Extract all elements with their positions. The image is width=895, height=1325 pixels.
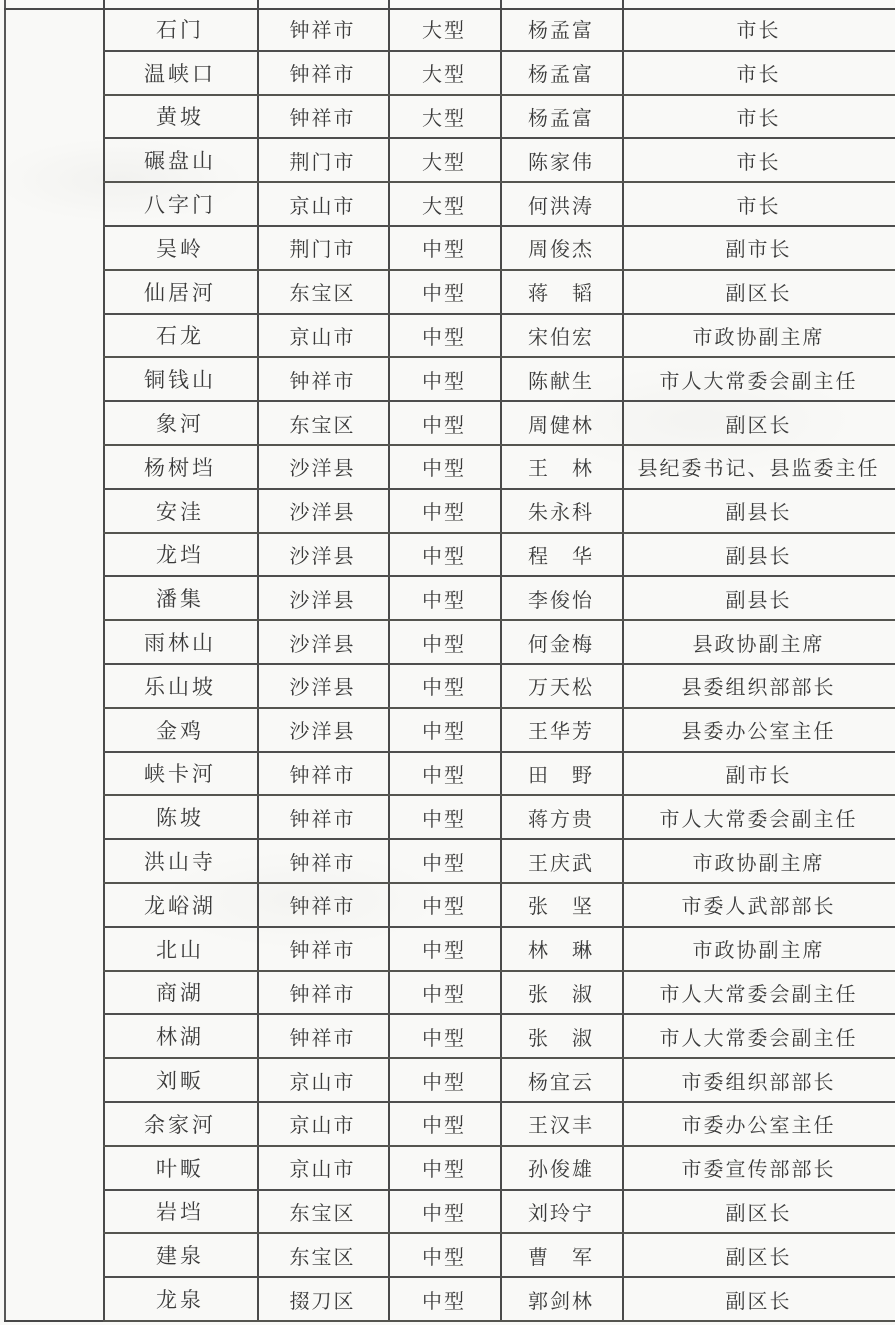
table-row [103,1191,895,1235]
table-row [103,1059,895,1103]
cell-name: 龙峪湖 [144,893,216,918]
cell-size: 中型 [422,502,466,525]
cell-city: 沙洋县 [289,458,356,481]
cell-person: 郭剑林 [528,1290,594,1313]
cell-position: 副市长 [725,764,792,787]
table-row [103,753,895,797]
cell-size: 中型 [422,808,466,831]
cell-size: 大型 [422,107,466,130]
cell-city: 沙洋县 [289,721,356,744]
cell-city: 沙洋县 [289,633,356,656]
cell-city: 钟祥市 [289,20,356,43]
cell-size: 中型 [422,1115,466,1138]
cell-size: 中型 [422,414,466,437]
table-row [103,183,895,227]
cell-person: 周健林 [528,414,594,437]
table-row [103,227,895,271]
cell-person: 张 淑 [528,1027,594,1050]
cell-size: 大型 [422,64,466,87]
cell-city: 东宝区 [289,414,356,437]
cell-person: 曹 军 [528,1246,594,1269]
cell-position: 市长 [736,64,781,87]
cell-position: 副区长 [725,283,792,306]
cell-city: 钟祥市 [289,1027,356,1050]
cell-name: 雨林山 [144,631,216,656]
cell-size: 中型 [422,370,466,393]
cell-city: 京山市 [289,195,356,218]
cell-person: 陈献生 [528,370,594,393]
table-row [103,446,895,490]
table-row [103,52,895,96]
cell-size: 中型 [422,983,466,1006]
cell-size: 中型 [422,458,466,481]
cell-position: 县委组织部部长 [681,677,836,700]
cell-name: 建泉 [156,1244,204,1269]
cell-city: 京山市 [289,1159,356,1182]
cell-name: 安洼 [156,499,204,524]
cell-name: 仙居河 [144,280,216,305]
cell-size: 中型 [422,283,466,306]
table-row [103,8,895,52]
table-row [103,577,895,621]
cell-size: 中型 [422,1202,466,1225]
cell-name: 洪山寺 [144,850,216,875]
cell-name: 林湖 [156,1025,204,1050]
table-row [103,665,895,709]
cell-name: 碾盘山 [144,149,216,174]
cell-size: 中型 [422,1027,466,1050]
cell-name: 潘集 [156,587,204,612]
cell-city: 钟祥市 [289,370,356,393]
cell-position: 市政协副主席 [692,852,825,875]
table-row [103,928,895,972]
cell-person: 杨孟富 [528,64,594,87]
cell-size: 中型 [422,589,466,612]
cell-city: 钟祥市 [289,808,356,831]
cell-name: 刘畈 [156,1069,204,1094]
table-row [103,358,895,402]
table-row [103,96,895,140]
cell-person: 杨孟富 [528,20,594,43]
cell-city: 沙洋县 [289,502,356,525]
cell-position: 市人大常委会副主任 [659,983,858,1006]
cell-position: 市长 [736,20,781,43]
cell-name: 八字门 [144,193,216,218]
cell-name: 铜钱山 [144,368,216,393]
cell-name: 石门 [156,17,204,42]
table-row [103,402,895,446]
cell-size: 大型 [422,20,466,43]
cell-city: 沙洋县 [289,589,356,612]
cell-size: 中型 [422,633,466,656]
cell-position: 市政协副主席 [692,940,825,963]
cell-name: 吴岭 [156,236,204,261]
cell-name: 商湖 [156,981,204,1006]
cell-size: 中型 [422,239,466,262]
table-row [103,709,895,753]
cell-person: 杨孟富 [528,107,594,130]
cell-position: 市委办公室主任 [681,1115,836,1138]
cell-city: 东宝区 [289,1202,356,1225]
cell-city: 钟祥市 [289,852,356,875]
cell-person: 田 野 [528,764,594,787]
cell-size: 中型 [422,545,466,568]
table-row [103,315,895,359]
cell-position: 县政协副主席 [692,633,825,656]
table-row [103,1278,895,1322]
cell-name: 北山 [156,937,204,962]
cell-city: 钟祥市 [289,107,356,130]
cell-position: 市长 [736,195,781,218]
cell-position: 市委宣传部部长 [681,1159,836,1182]
cell-city: 京山市 [289,1071,356,1094]
cell-name: 峡卡河 [144,762,216,787]
table-row [103,884,895,928]
cell-position: 副市长 [725,239,792,262]
table-row [103,840,895,884]
table-row [103,139,895,183]
cell-position: 副县长 [725,502,792,525]
cell-position: 县委办公室主任 [681,721,836,744]
cell-name: 黄坡 [156,105,204,130]
reservoir-table-rows [103,8,895,1322]
cell-city: 沙洋县 [289,677,356,700]
cell-person: 宋伯宏 [528,326,594,349]
cell-position: 市人大常委会副主任 [659,808,858,831]
cell-city: 沙洋县 [289,545,356,568]
table-row [103,271,895,315]
cell-city: 钟祥市 [289,983,356,1006]
cell-position: 市长 [736,151,781,174]
cell-person: 程 华 [528,545,594,568]
cell-size: 中型 [422,940,466,963]
cell-size: 中型 [422,896,466,919]
cell-name: 陈坡 [156,806,204,831]
cell-name: 石龙 [156,324,204,349]
cell-position: 副县长 [725,589,792,612]
cell-size: 中型 [422,677,466,700]
cell-size: 中型 [422,721,466,744]
cell-city: 钟祥市 [289,64,356,87]
cell-person: 林 琳 [528,940,594,963]
cell-name: 龙泉 [156,1288,204,1312]
cell-size: 中型 [422,1246,466,1269]
cell-person: 王 林 [528,458,594,481]
cell-person: 张 淑 [528,983,594,1006]
cell-city: 京山市 [289,326,356,349]
merged-group-cell [6,10,103,1320]
cell-person: 何金梅 [528,633,594,656]
cell-size: 中型 [422,1159,466,1182]
table-row [103,1015,895,1059]
cell-person: 王华芳 [528,721,594,744]
cell-name: 金鸡 [156,718,204,743]
cell-position: 副区长 [725,1246,792,1269]
cell-city: 钟祥市 [289,940,356,963]
table-row [103,490,895,534]
cell-position: 副区长 [725,1202,792,1225]
cell-person: 周俊杰 [528,239,594,262]
cell-city: 东宝区 [289,1246,356,1269]
table-row [103,1103,895,1147]
cell-person: 蒋 韬 [528,283,594,306]
cell-city: 荆门市 [289,151,356,174]
cell-position: 市人大常委会副主任 [659,370,858,393]
cell-name: 叶畈 [156,1156,204,1181]
cell-person: 孙俊雄 [528,1159,594,1182]
cell-position: 市委组织部部长 [681,1071,836,1094]
cell-size: 中型 [422,852,466,875]
cell-city: 荆门市 [289,239,356,262]
cell-size: 大型 [422,195,466,218]
cell-person: 刘玲宁 [528,1202,594,1225]
cell-name: 余家河 [144,1112,216,1137]
cell-person: 李俊怡 [528,589,594,612]
cell-position: 市人大常委会副主任 [659,1027,858,1050]
cell-position: 市委人武部部长 [681,896,836,919]
cell-name: 象河 [156,412,204,437]
cell-position: 县纪委书记、县监委主任 [637,458,880,481]
cell-person: 朱永科 [528,502,594,525]
table-row [103,972,895,1016]
cell-name: 温峡口 [144,61,216,86]
cell-position: 市政协副主席 [692,326,825,349]
cell-person: 蒋方贵 [528,808,594,831]
cell-size: 中型 [422,764,466,787]
cell-person: 陈家伟 [528,151,594,174]
cell-name: 杨树垱 [144,455,216,480]
table-row [103,621,895,665]
cell-city: 钟祥市 [289,764,356,787]
reservoir-table [4,0,895,1325]
cell-person: 王汉丰 [528,1115,594,1138]
table-row [103,796,895,840]
cell-position: 副区长 [725,1290,792,1313]
cell-person: 何洪涛 [528,195,594,218]
table-row [103,534,895,578]
cell-name: 岩垱 [156,1200,204,1225]
cell-size: 大型 [422,151,466,174]
cell-position: 副区长 [725,414,792,437]
cell-name: 乐山坡 [144,674,216,699]
cell-person: 张 坚 [528,896,594,919]
table-row [103,1147,895,1191]
cell-position: 副县长 [725,545,792,568]
cell-position: 市长 [736,107,781,130]
cell-person: 王庆武 [528,852,594,875]
cell-person: 万天松 [528,677,594,700]
table-row [103,1234,895,1278]
cell-name: 龙垱 [156,543,204,568]
cell-person: 杨宜云 [528,1071,594,1094]
cell-city: 京山市 [289,1115,356,1138]
cell-city: 钟祥市 [289,896,356,919]
cell-city: 掇刀区 [289,1290,356,1313]
cell-size: 中型 [422,1071,466,1094]
cell-city: 东宝区 [289,283,356,306]
cell-size: 中型 [422,1290,466,1313]
cell-size: 中型 [422,326,466,349]
